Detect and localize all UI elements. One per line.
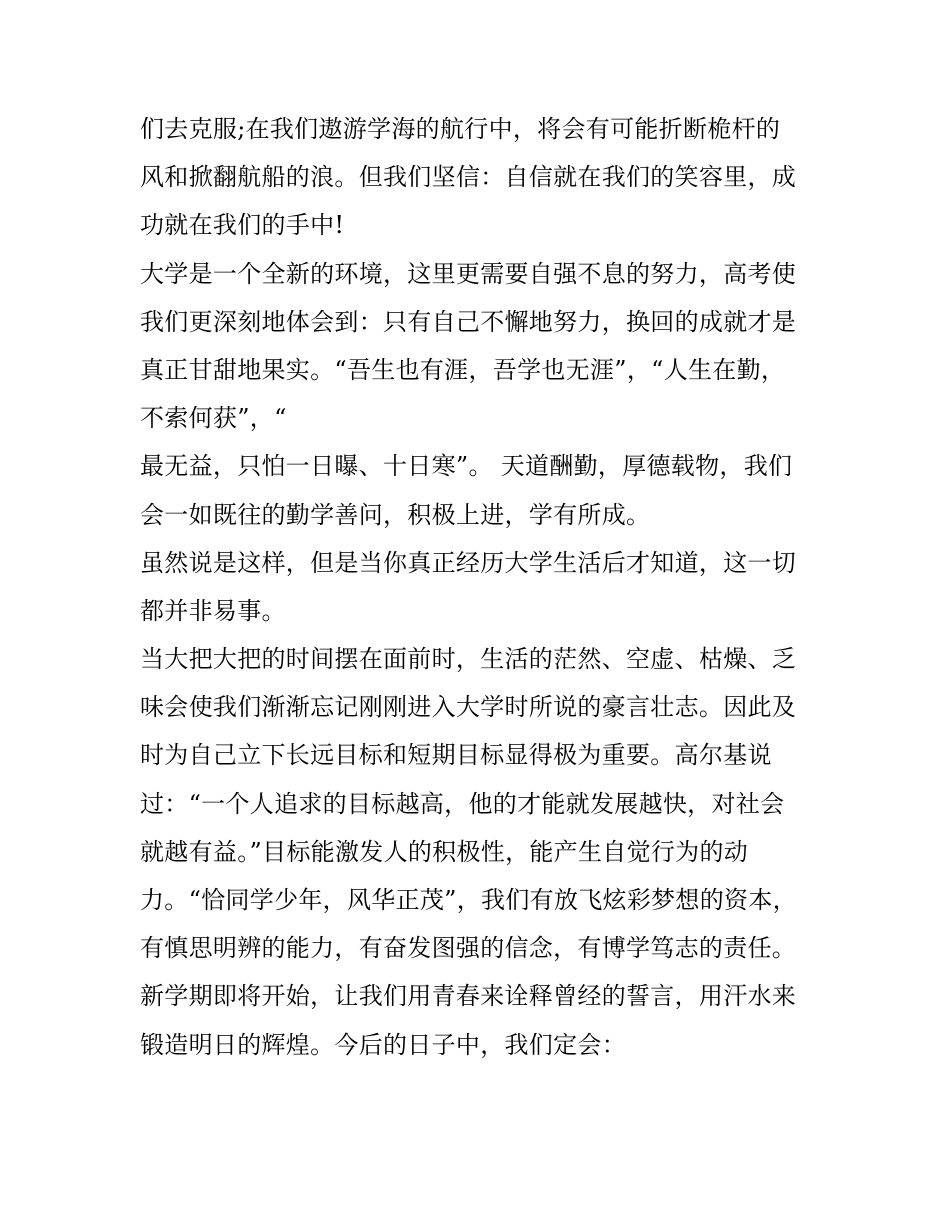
text-line: 功就在我们的手中! bbox=[140, 211, 345, 240]
text-line: 虽然说是这样，但是当你真正经历大学生活后才知道，这一切 bbox=[140, 548, 797, 577]
text-line: 们去克服;在我们遨游学海的航行中，将会有可能折断桅杆的 bbox=[140, 115, 781, 143]
text-line: 味会使我们渐渐忘记刚刚进入大学时所说的豪言壮志。因此及 bbox=[140, 693, 797, 722]
text-line: 都并非易事。 bbox=[140, 596, 286, 625]
body-text bbox=[140, 105, 820, 1069]
text-line: 最无益，只怕一日曝、十日寒”。 天道酬勤，厚德载物，我们 bbox=[140, 452, 793, 481]
text-line: 风和掀翻航船的浪。但我们坚信：自信就在我们的笑容里，成 bbox=[140, 163, 797, 192]
text-line: 当大把大把的时间摆在面前时，生活的茫然、空虚、枯燥、乏 bbox=[140, 645, 797, 674]
text-line: 新学期即将开始，让我们用青春来诠释曾经的誓言，用汗水来 bbox=[140, 982, 797, 1011]
text-line: 就越有益。”目标能激发人的积极性，能产生自觉行为的动 bbox=[140, 837, 749, 866]
text-line: 真正甘甜地果实。“吾生也有涯，吾学也无涯”，“人生在勤， bbox=[140, 355, 786, 384]
text-line: 会一如既往的勤学善问，积极上进，学有所成。 bbox=[140, 500, 651, 529]
text-line: 大学是一个全新的环境，这里更需要自强不息的努力，高考使 bbox=[140, 259, 797, 288]
text-line: 锻造明日的辉煌。今后的日子中，我们定会： bbox=[140, 1030, 626, 1059]
text-line: 有慎思明辨的能力，有奋发图强的信念，有博学笃志的责任。 bbox=[140, 934, 797, 963]
text-line: 过：“一个人追求的目标越高，他的才能就发展越快，对社会 bbox=[140, 789, 785, 818]
text-line: 不索何获”，“ bbox=[140, 404, 287, 433]
text-line: 我们更深刻地体会到：只有自己不懈地努力，换回的成就才是 bbox=[140, 307, 797, 336]
text-line: 力。“恰同学少年，风华正茂”，我们有放飞炫彩梦想的资本， bbox=[140, 886, 797, 914]
text-line: 时为自己立下长远目标和短期目标显得极为重要。高尔基说 bbox=[140, 741, 772, 770]
